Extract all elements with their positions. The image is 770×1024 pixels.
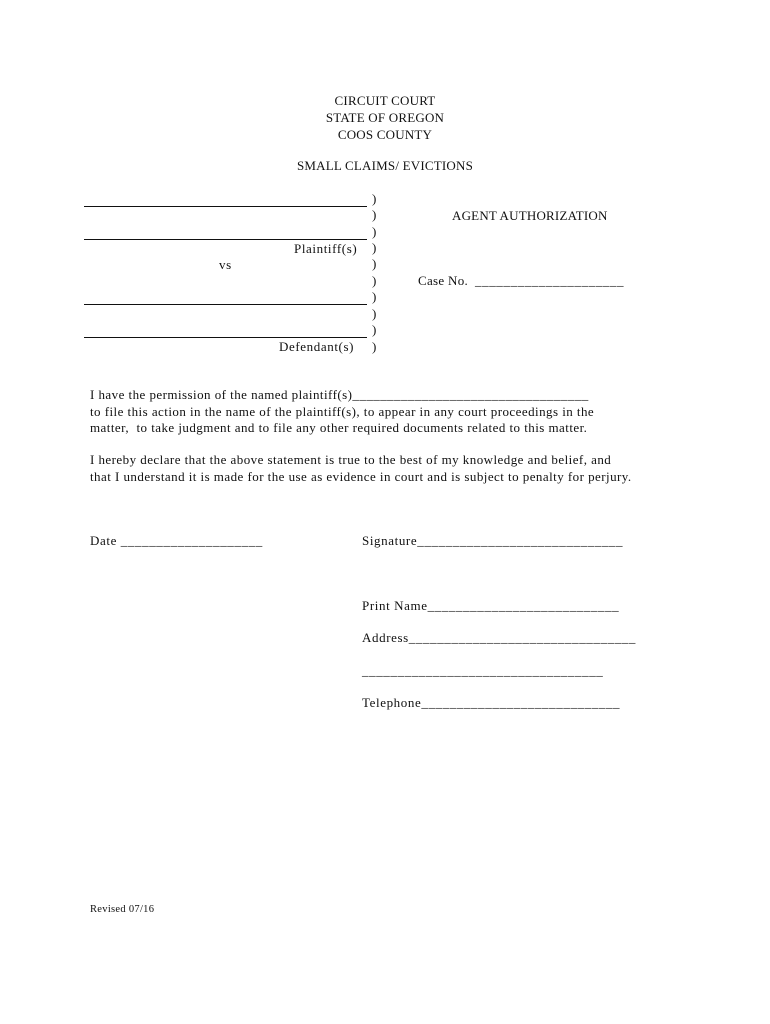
caption-paren: ): [372, 289, 377, 304]
permission-line-1[interactable]: I have the permission of the named plaintiff(s)__________________________________: [90, 387, 589, 402]
declaration-line-2: that I understand it is made for the use as evidence in court and is subject to penalty for perjury.: [90, 468, 632, 484]
permission-paragraph: [90, 387, 690, 437]
plaintiff-line-2[interactable]: [84, 239, 367, 240]
caption-paren: ): [372, 306, 377, 321]
plaintiff-line-1[interactable]: [84, 206, 367, 207]
caption-paren: ): [372, 224, 377, 239]
court-name: CIRCUIT COURT: [334, 93, 436, 108]
permission-line-2: to file this action in the name of the plaintiff(s), to appear in any court proceedings in the: [90, 403, 595, 419]
caption-paren: ): [372, 240, 377, 255]
print-name-field[interactable]: Print Name___________________________: [362, 598, 620, 613]
permission-line-3: matter, to take judgment and to file any other required documents related to this matter.: [90, 420, 588, 435]
defendant-label: Defendant(s): [279, 339, 355, 354]
caption-paren: ): [372, 322, 377, 337]
county-name: COOS COUNTY: [337, 127, 433, 142]
caption-paren: ): [372, 339, 377, 354]
form-title: AGENT AUTHORIZATION: [452, 208, 608, 223]
state-name: STATE OF OREGON: [325, 110, 445, 125]
revision-date: Revised 07/16: [90, 904, 155, 915]
declaration-line-1: I hereby declare that the above statement is true to the best of my knowledge and belief, and: [90, 452, 612, 467]
defendant-line-1[interactable]: [84, 304, 367, 305]
vs-label: vs: [219, 257, 232, 272]
declaration-paragraph: [90, 452, 690, 485]
address-line-2-field[interactable]: __________________________________: [362, 663, 604, 678]
plaintiff-label: Plaintiff(s): [294, 241, 358, 256]
case-number-label: Case No.: [418, 273, 469, 288]
date-field[interactable]: Date ____________________: [90, 533, 263, 548]
caption-paren: ): [372, 191, 377, 206]
address-field[interactable]: Address________________________________: [362, 630, 637, 645]
defendant-line-2[interactable]: [84, 337, 367, 338]
caption-paren: ): [372, 256, 377, 271]
telephone-field[interactable]: Telephone____________________________: [362, 695, 621, 710]
signature-field[interactable]: Signature_____________________________: [362, 533, 624, 548]
case-number-field[interactable]: _____________________: [475, 273, 625, 288]
case-type-heading: SMALL CLAIMS/ EVICTIONS: [296, 158, 473, 173]
caption-paren: ): [372, 207, 377, 222]
caption-paren: ): [372, 273, 377, 288]
